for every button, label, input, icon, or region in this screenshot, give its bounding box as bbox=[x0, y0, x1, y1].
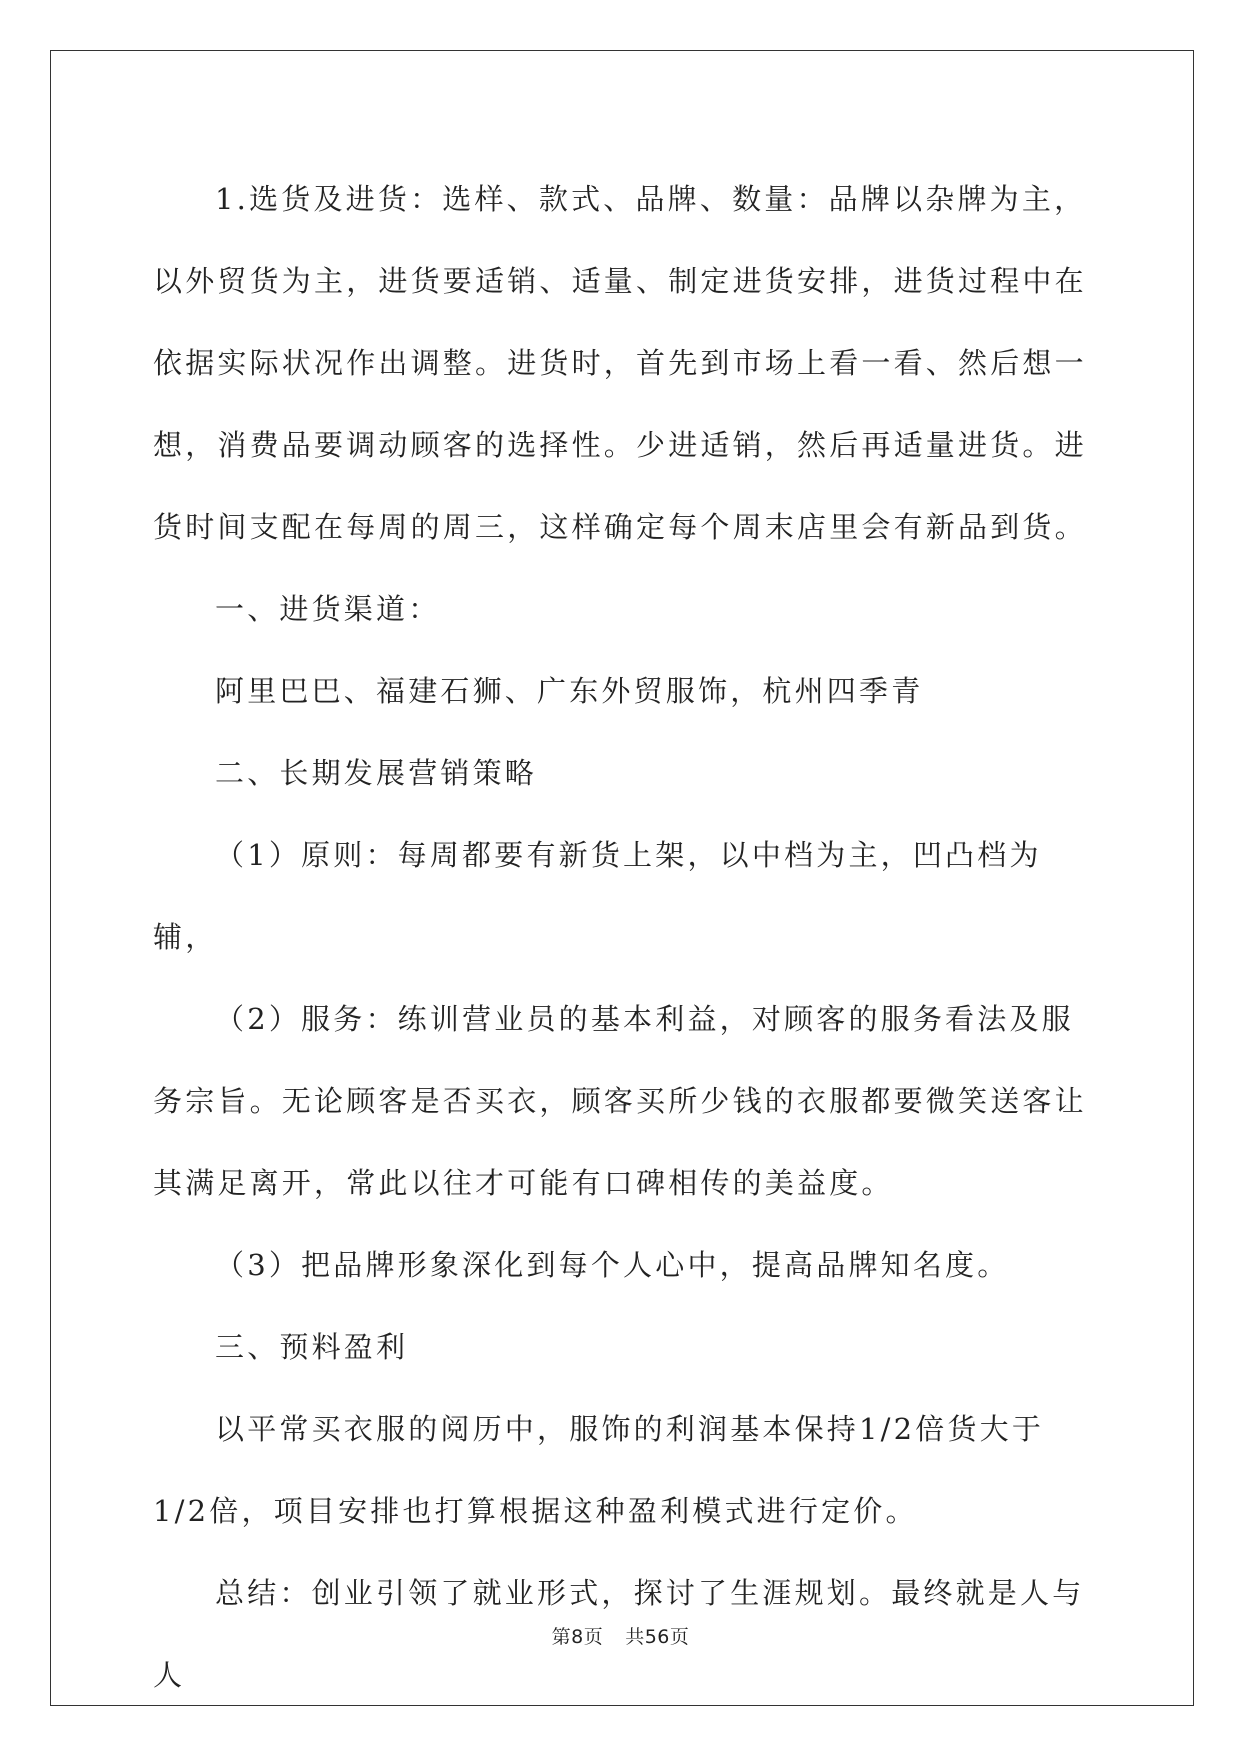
page-total: 共56页 bbox=[625, 1626, 690, 1648]
document-body bbox=[153, 158, 1093, 1716]
paragraph-channels-list: 阿里巴巴、福建石狮、广东外贸服饰，杭州四季青 bbox=[215, 674, 924, 708]
paragraph-service: （2）服务：练训营业员的基本利益，对顾客的服务看法及服务宗旨。无论顾客是否买衣，顾客买所少钱的衣服都要微笑送客让其满足离开，常此以往才可能有口碑相传的美益度。 bbox=[153, 1002, 1087, 1200]
heading-marketing-strategy: 二、长期发展营销策略 bbox=[215, 756, 538, 790]
paragraph-profit: 以平常买衣服的阅历中，服饰的利润基本保持1/2倍货大于1/2倍，项目安排也打算根据这种盈利模式进行定价。 bbox=[153, 1412, 1045, 1528]
paragraph-summary: 总结：创业引领了就业形式，探讨了生涯规划。最终就是人与人 bbox=[153, 1576, 1085, 1692]
heading-purchase-channels: 一、进货渠道： bbox=[215, 592, 441, 626]
page-number: 第8页 bbox=[551, 1626, 604, 1648]
paragraph-brand-image: （3）把品牌形象深化到每个人心中，提高品牌知名度。 bbox=[215, 1248, 1010, 1282]
page-footer bbox=[0, 1622, 1241, 1649]
heading-expected-profit: 三、预料盈利 bbox=[215, 1330, 409, 1364]
paragraph-selection-purchasing: 1.选货及进货：选样、款式、品牌、数量：品牌以杂牌为主，以外贸货为主，进货要适销、适量、制定进货安排，进货过程中在依据实际状况作出调整。进货时，首先到市场上看一看、然后想一想，消费品要调动顾客的选择性。少进适销，然后再适量进货。进货时间支配在每周的周三，这样确定每个周末店里会有新品到货。 bbox=[153, 182, 1087, 544]
paragraph-principle: （1）原则：每周都要有新货上架，以中档为主，凹凸档为辅， bbox=[153, 838, 1042, 954]
